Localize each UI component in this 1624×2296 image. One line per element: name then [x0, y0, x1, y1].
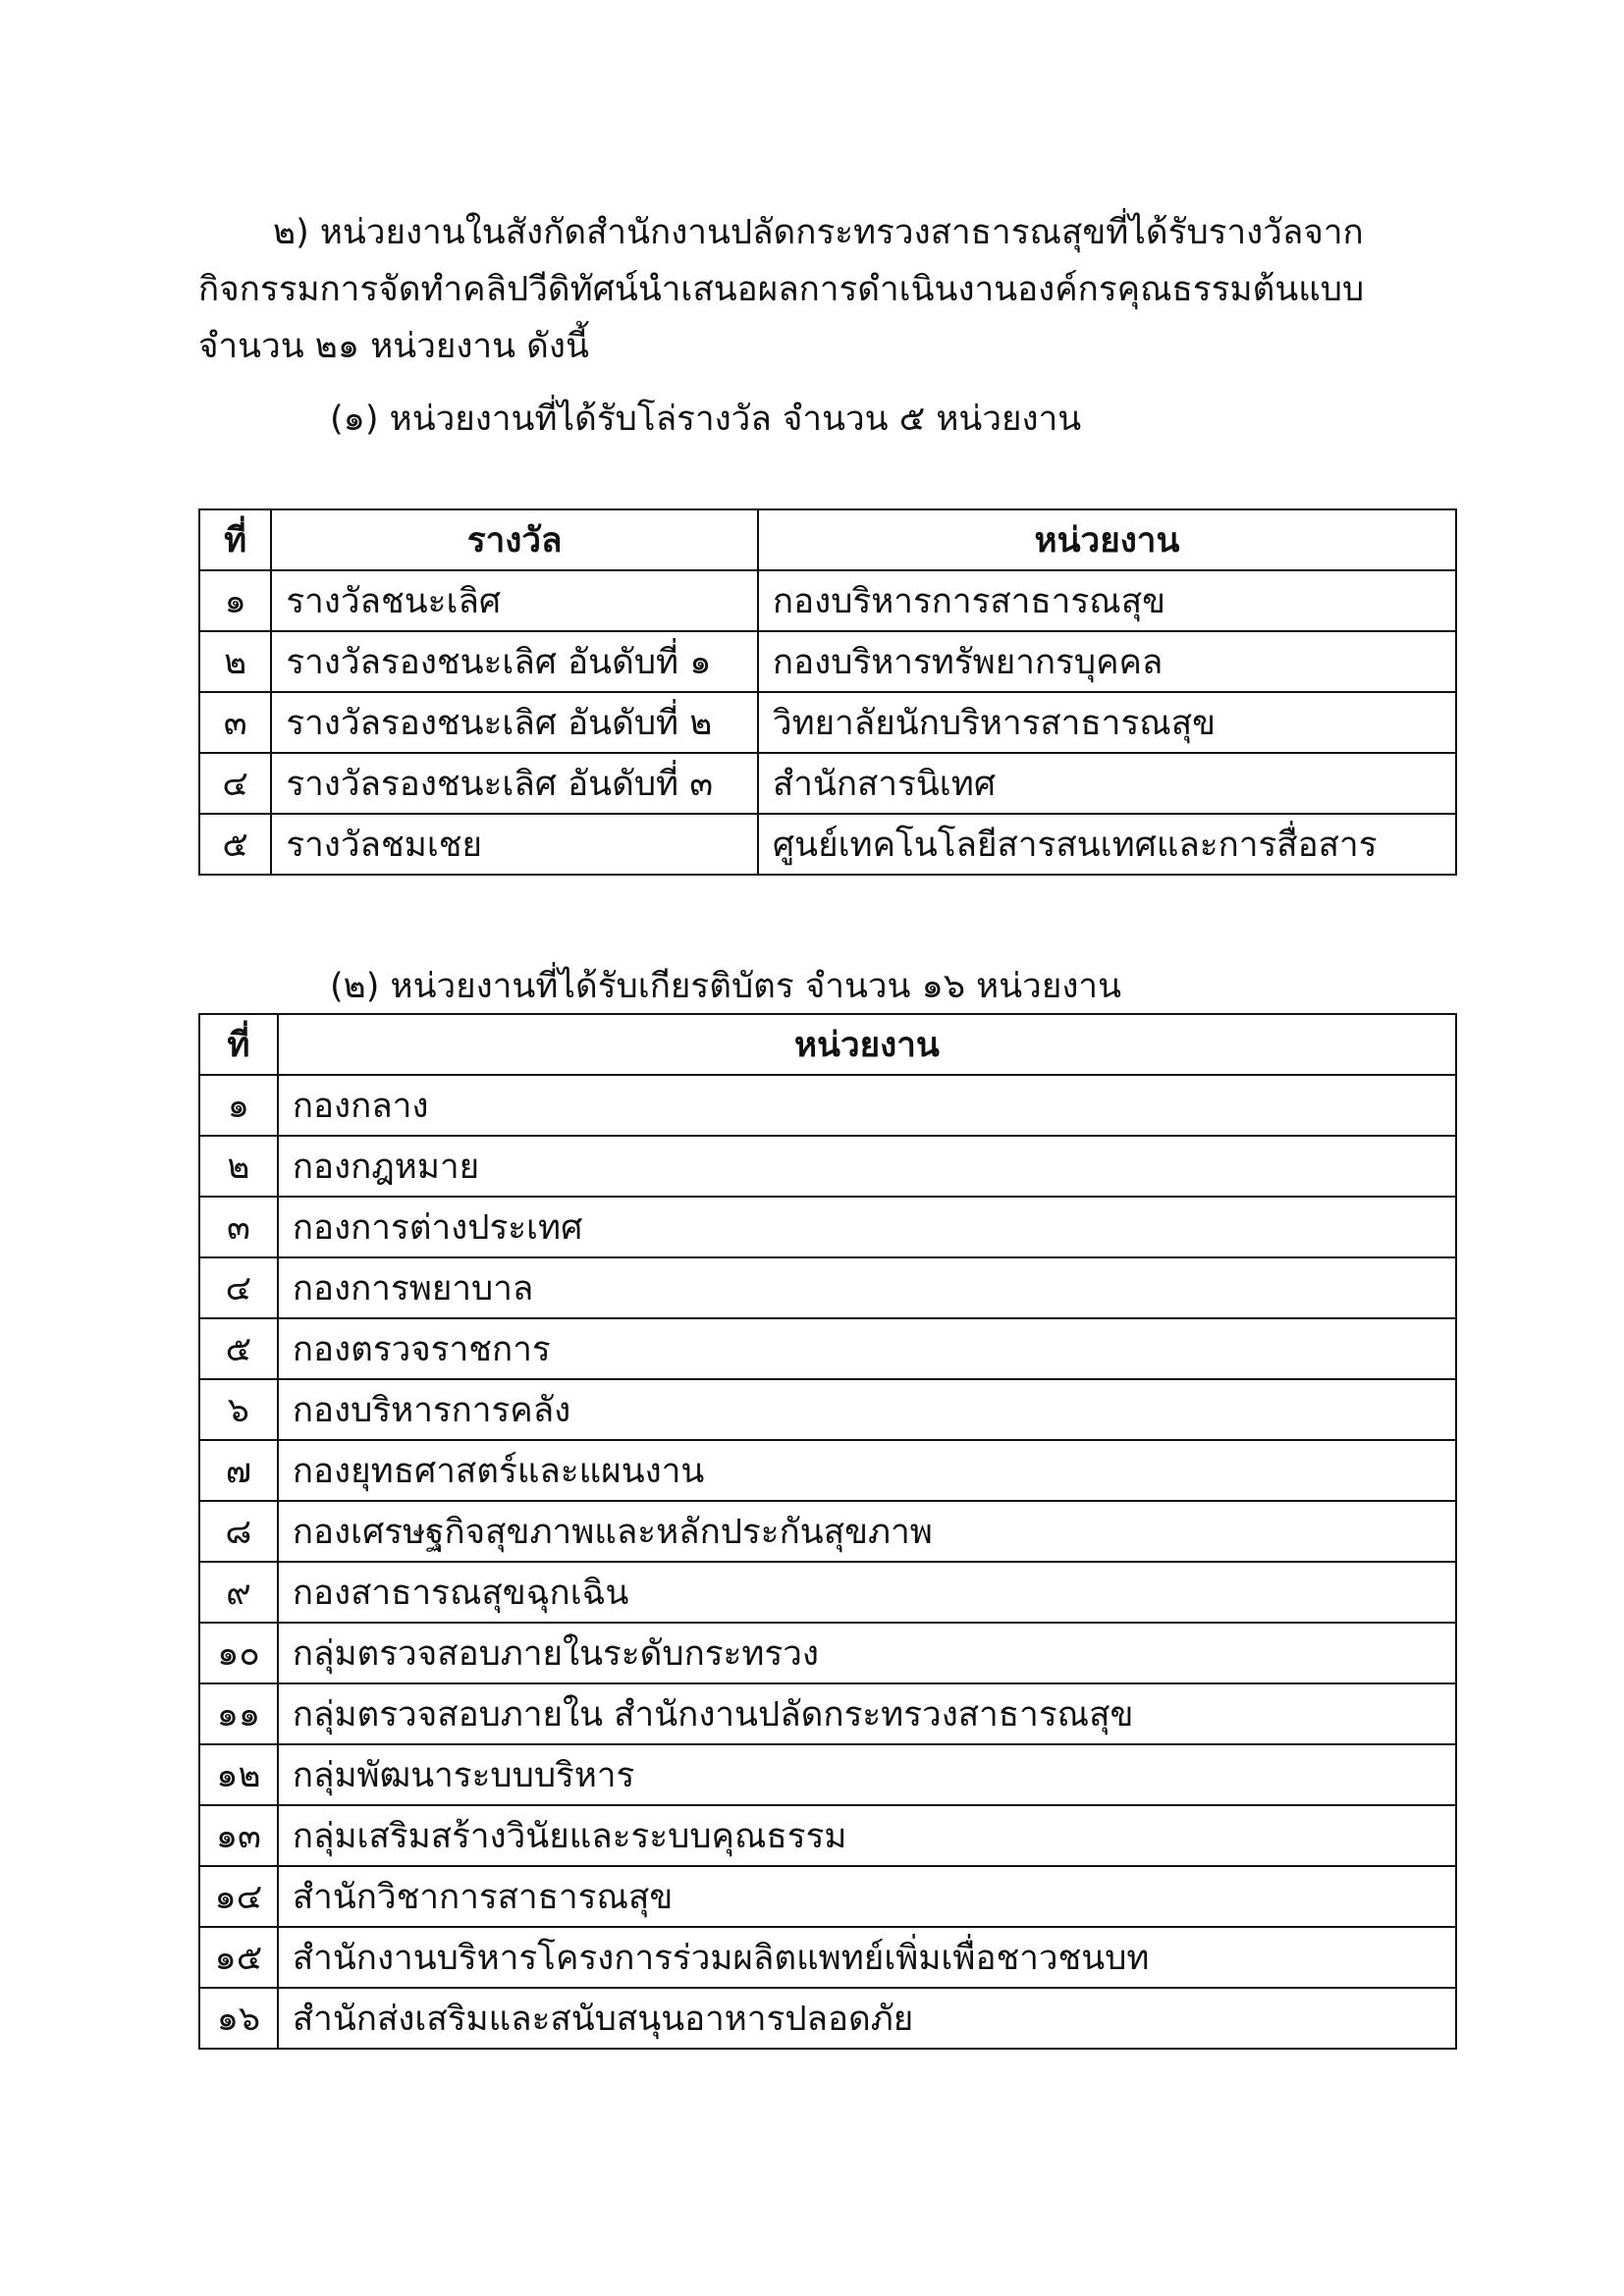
- unit-name: สำนักส่งเสริมและสนับสนุนอาหารปลอดภัย: [278, 1988, 1456, 2049]
- column-header-unit: หน่วยงาน: [758, 509, 1456, 570]
- row-number: ๘: [199, 1501, 278, 1562]
- award-name: รางวัลชนะเลิศ: [271, 570, 758, 631]
- unit-name: กองบริหารทรัพยากรบุคคล: [758, 631, 1456, 692]
- unit-name: กลุ่มพัฒนาระบบบริหาร: [278, 1744, 1456, 1805]
- intro-line-2: กิจกรรมการจัดทำคลิปวีดิทัศน์นำเสนอผลการดำเนินงานองค์กรคุณธรรมต้นแบบ: [198, 270, 1365, 309]
- unit-name: กองการต่างประเทศ: [278, 1197, 1456, 1257]
- award-table-body: [199, 570, 1456, 875]
- certificate-table-body: [199, 1075, 1456, 2049]
- table-row: [199, 1257, 1456, 1318]
- intro-line-1: ๒) หน่วยงานในสังกัดสำนักงานปลัดกระทรวงสาธารณสุขที่ได้รับรางวัลจาก: [273, 213, 1364, 252]
- table-row: [199, 631, 1456, 692]
- table-row: [199, 1866, 1456, 1927]
- row-number: ๑๑: [199, 1683, 278, 1744]
- unit-name: กลุ่มตรวจสอบภายในระดับกระทรวง: [278, 1623, 1456, 1683]
- table-row: [199, 1744, 1456, 1805]
- unit-name: วิทยาลัยนักบริหารสาธารณสุข: [758, 692, 1456, 753]
- column-header-no: ที่: [199, 1014, 278, 1075]
- unit-name: กองบริหารการคลัง: [278, 1379, 1456, 1440]
- unit-name: กองตรวจราชการ: [278, 1318, 1456, 1379]
- row-number: ๑: [199, 570, 271, 631]
- table-row: [199, 1623, 1456, 1683]
- unit-name: กลุ่มตรวจสอบภายใน สำนักงานปลัดกระทรวงสาธารณสุข: [278, 1683, 1456, 1744]
- unit-name: กองสาธารณสุขฉุกเฉิน: [278, 1562, 1456, 1623]
- row-number: ๕: [199, 814, 271, 875]
- certificate-table-header-row: [199, 1014, 1456, 1075]
- unit-name: สำนักสารนิเทศ: [758, 753, 1456, 814]
- unit-name: กองกลาง: [278, 1075, 1456, 1136]
- table-row: [199, 1927, 1456, 1988]
- row-number: ๓: [199, 692, 271, 753]
- row-number: ๒: [199, 1136, 278, 1197]
- unit-name: กองยุทธศาสตร์และแผนงาน: [278, 1440, 1456, 1501]
- row-number: ๑๒: [199, 1744, 278, 1805]
- unit-name: กองเศรษฐกิจสุขภาพและหลักประกันสุขภาพ: [278, 1501, 1456, 1562]
- row-number: ๖: [199, 1379, 278, 1440]
- table-row: [199, 1683, 1456, 1744]
- row-number: ๔: [199, 1257, 278, 1318]
- row-number: ๕: [199, 1318, 278, 1379]
- row-number: ๑๖: [199, 1988, 278, 2049]
- table-row: [199, 1379, 1456, 1440]
- table-row: [199, 753, 1456, 814]
- row-number: ๑๔: [199, 1866, 278, 1927]
- row-number: ๗: [199, 1440, 278, 1501]
- table-row: [199, 1136, 1456, 1197]
- table-row: [199, 1805, 1456, 1866]
- award-name: รางวัลรองชนะเลิศ อันดับที่ ๒: [271, 692, 758, 753]
- intro-line-3: จำนวน ๒๑ หน่วยงาน ดังนี้: [198, 327, 589, 366]
- row-number: ๑: [199, 1075, 278, 1136]
- column-header-unit: หน่วยงาน: [278, 1014, 1456, 1075]
- row-number: ๒: [199, 631, 271, 692]
- unit-name: สำนักวิชาการสาธารณสุข: [278, 1866, 1456, 1927]
- row-number: ๓: [199, 1197, 278, 1257]
- table-row: [199, 1075, 1456, 1136]
- table-row: [199, 1562, 1456, 1623]
- unit-name: สำนักงานบริหารโครงการร่วมผลิตแพทย์เพิ่มเพื่อชาวชนบท: [278, 1927, 1456, 1988]
- section2-caption: (๒) หน่วยงานที่ได้รับเกียรติบัตร จำนวน ๑๖ หน่วยงาน: [330, 967, 1121, 1006]
- unit-name: กองกฎหมาย: [278, 1136, 1456, 1197]
- table-row: [199, 1988, 1456, 2049]
- unit-name: ศูนย์เทคโนโลยีสารสนเทศและการสื่อสาร: [758, 814, 1456, 875]
- award-table: [198, 508, 1457, 876]
- section1-caption: (๑) หน่วยงานที่ได้รับโล่รางวัล จำนวน ๕ หน่วยงาน: [330, 400, 1082, 439]
- column-header-award: รางวัล: [271, 509, 758, 570]
- row-number: ๑๕: [199, 1927, 278, 1988]
- award-table-header-row: [199, 509, 1456, 570]
- award-name: รางวัลรองชนะเลิศ อันดับที่ ๑: [271, 631, 758, 692]
- award-name: รางวัลรองชนะเลิศ อันดับที่ ๓: [271, 753, 758, 814]
- table-row: [199, 814, 1456, 875]
- unit-name: กลุ่มเสริมสร้างวินัยและระบบคุณธรรม: [278, 1805, 1456, 1866]
- certificate-table: [198, 1013, 1457, 2050]
- row-number: ๔: [199, 753, 271, 814]
- table-row: [199, 1440, 1456, 1501]
- row-number: ๙: [199, 1562, 278, 1623]
- unit-name: กองการพยาบาล: [278, 1257, 1456, 1318]
- table-row: [199, 1197, 1456, 1257]
- column-header-no: ที่: [199, 509, 271, 570]
- row-number: ๑๐: [199, 1623, 278, 1683]
- table-row: [199, 570, 1456, 631]
- intro-paragraph: [198, 204, 1455, 375]
- award-name: รางวัลชมเชย: [271, 814, 758, 875]
- table-row: [199, 1501, 1456, 1562]
- table-row: [199, 1318, 1456, 1379]
- table-row: [199, 692, 1456, 753]
- unit-name: กองบริหารการสาธารณสุข: [758, 570, 1456, 631]
- row-number: ๑๓: [199, 1805, 278, 1866]
